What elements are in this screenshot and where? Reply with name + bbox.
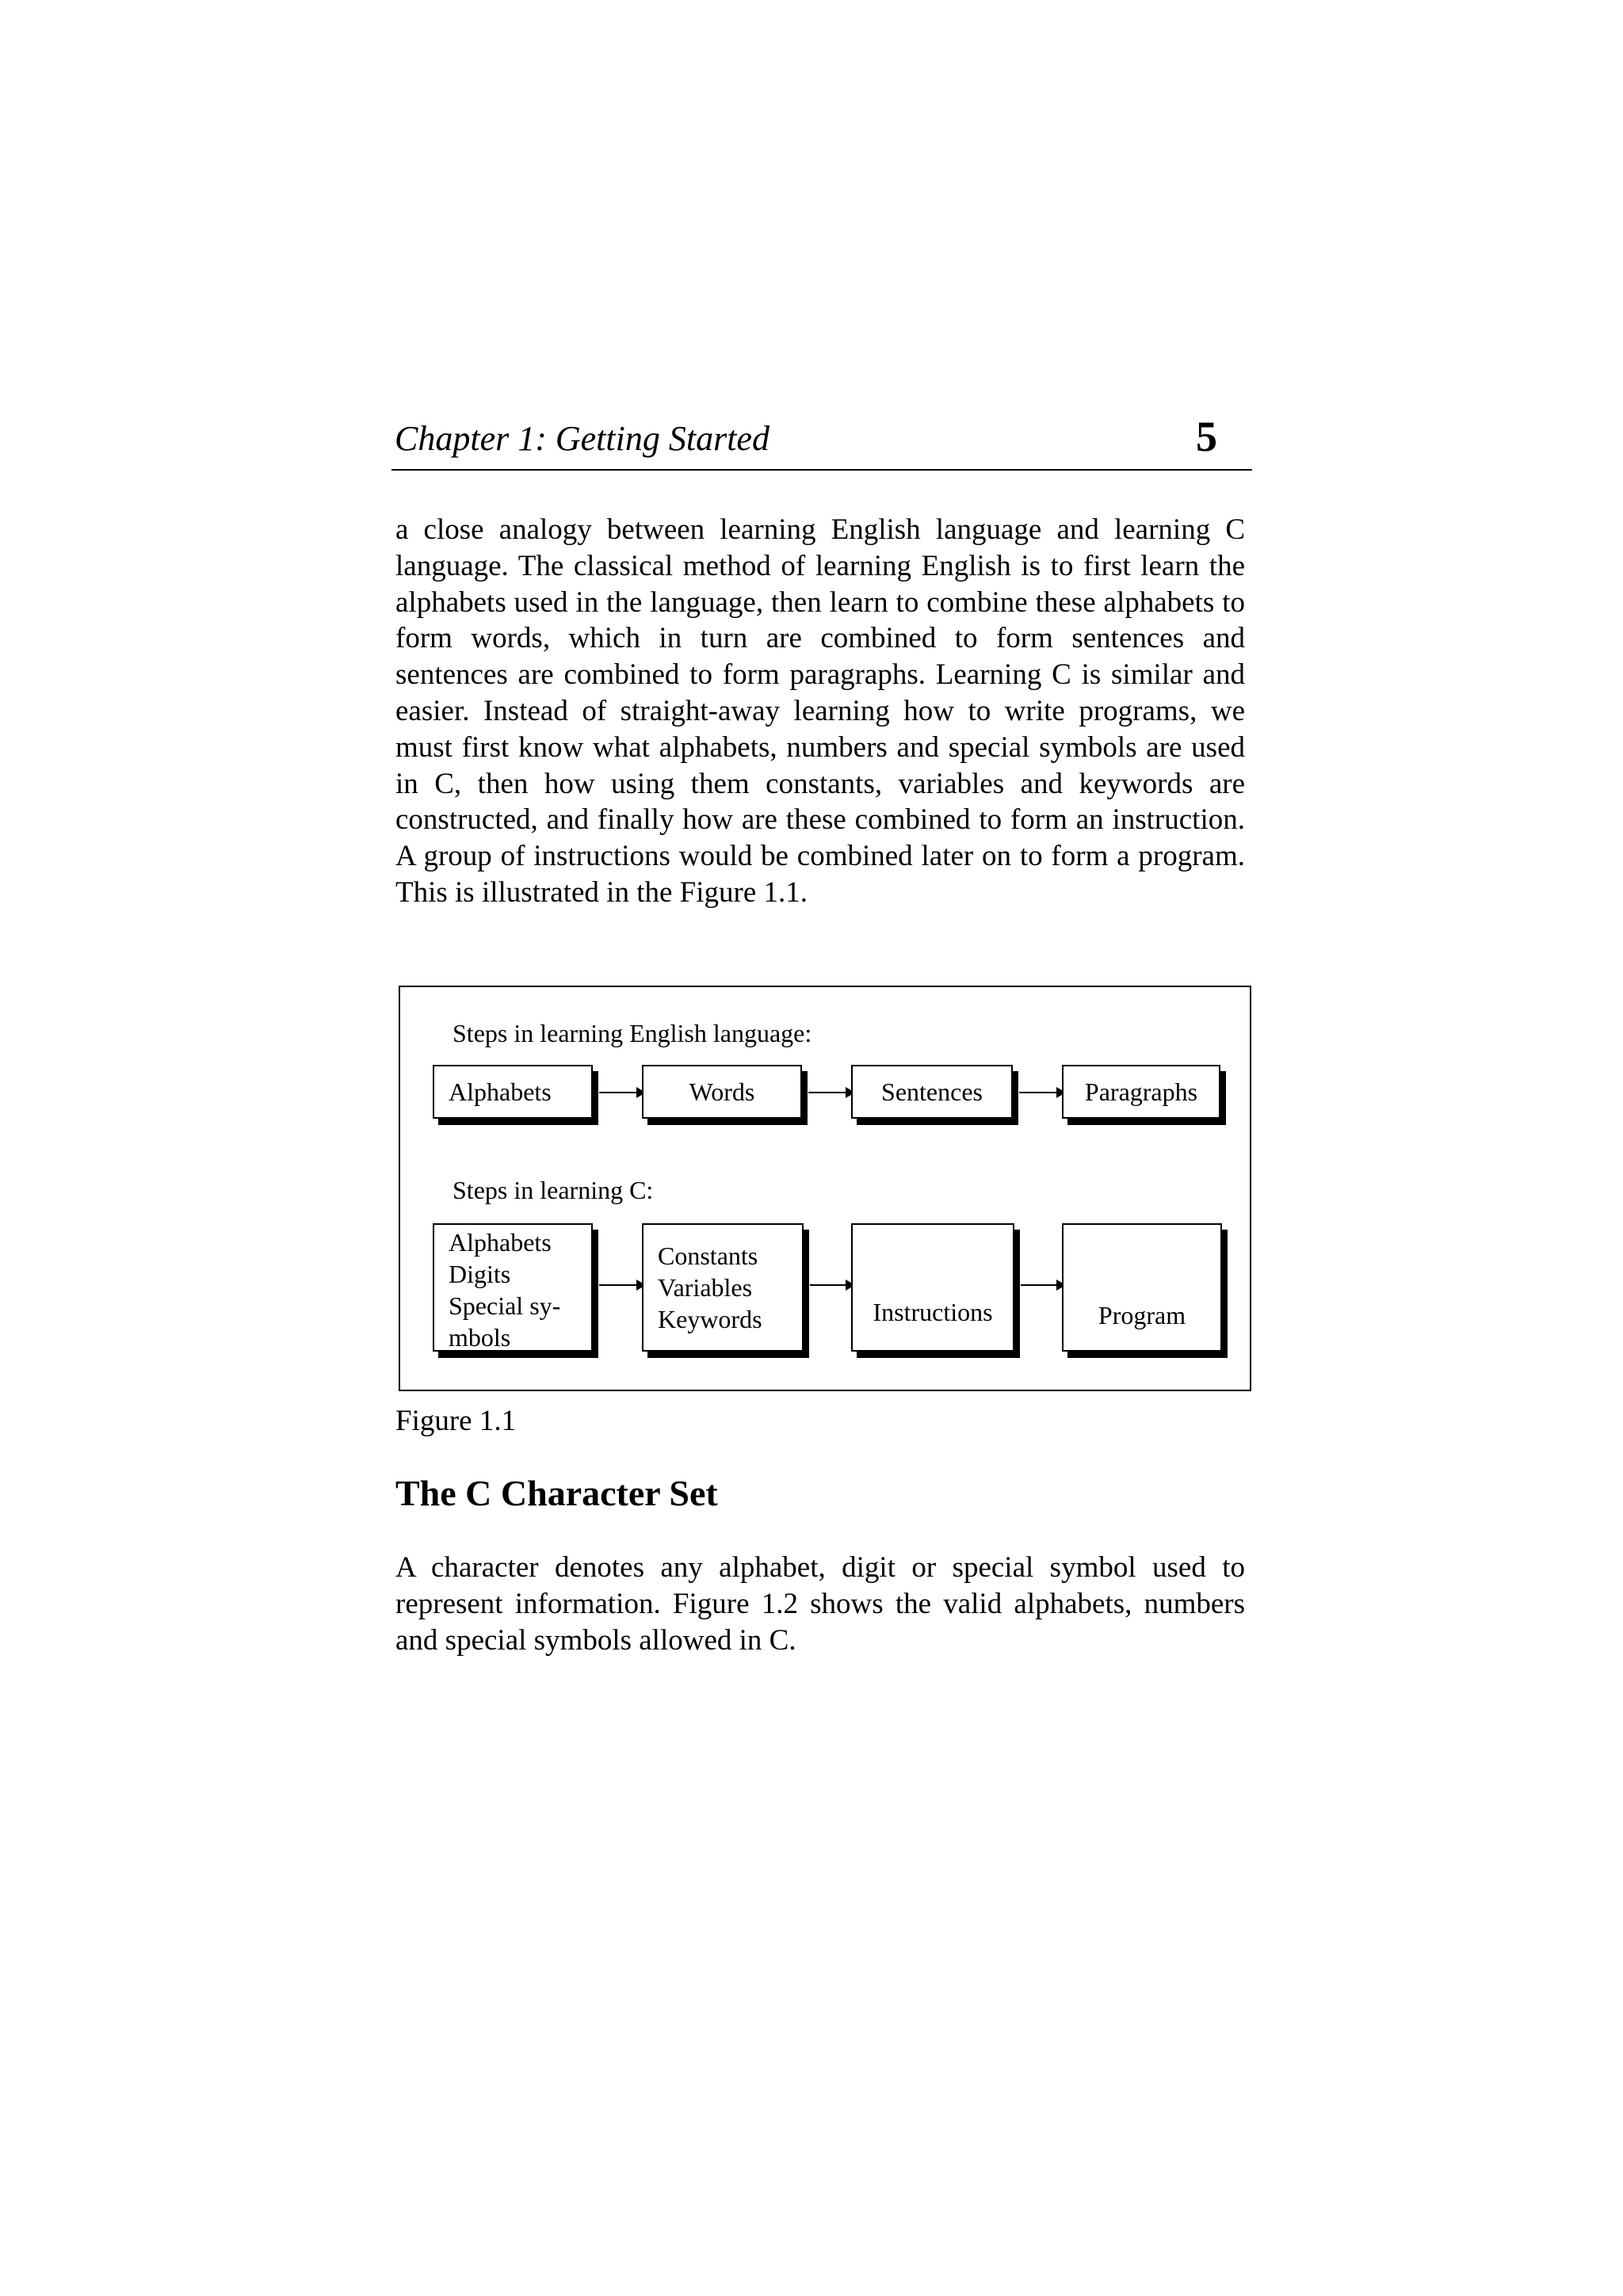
- arrow-instructions-to-program: [1021, 1284, 1064, 1286]
- english-step-sentences: Sentences: [851, 1065, 1013, 1119]
- c-step-characters: [433, 1223, 593, 1352]
- figure-1-1: [399, 986, 1251, 1391]
- c-step-line-keywords: Keywords: [658, 1305, 762, 1333]
- c-step-line-program: Program: [1098, 1301, 1186, 1329]
- c-steps-heading: Steps in learning C:: [453, 1176, 654, 1204]
- c-step-program: [1062, 1223, 1222, 1352]
- c-step-line-constants: Constants: [658, 1241, 758, 1270]
- c-step-instructions: [851, 1223, 1014, 1352]
- english-step-words: Words: [642, 1065, 802, 1119]
- arrow-constants-to-instructions: [810, 1284, 854, 1286]
- page-number: 5: [1196, 413, 1217, 460]
- c-step-line-symbols: mbols: [449, 1323, 511, 1352]
- english-steps-heading: Steps in learning English language:: [453, 1019, 812, 1047]
- chapter-title: Chapter 1: Getting Started: [395, 419, 769, 458]
- c-step-line-special: Special sy-: [449, 1291, 561, 1320]
- c-step-line-variables: Variables: [658, 1273, 753, 1302]
- section-paragraph: A character denotes any alphabet, digit or special symbol used to represent information. Figure 1.2 shows the valid alphabets, numbers and special symbols allowed in C.: [395, 1551, 1245, 1657]
- figure-caption: Figure 1.1: [395, 1405, 517, 1437]
- c-step-line-alphabets: Alphabets: [449, 1228, 552, 1257]
- running-header: [391, 414, 1252, 471]
- intro-paragraph: a close analogy between learning English language and learning C language. The classical method of learning English is to first learn the alphabets used in the language, then learn to combine these alphabets to form words, which in turn are combined to form sentences and sentences are combined to form paragraphs. Learning C is similar and easier. Instead of straight-away learning how to write programs, we must first know what alphabets, numbers and special symbols are used in C, then how using them constants, variables and keywords are constructed, and finally how are these combined to form an instruction. A group of instructions would be combined later on to form a program. This is illustrated in the Figure 1.1.: [395, 513, 1245, 909]
- c-step-line-instructions: Instructions: [873, 1298, 993, 1326]
- arrow-words-to-sentences: [808, 1092, 854, 1093]
- arrow-alphabets-to-words: [599, 1092, 644, 1093]
- arrow-characters-to-constants: [599, 1284, 644, 1286]
- c-step-constants: [642, 1223, 804, 1352]
- arrow-sentences-to-paragraphs: [1019, 1092, 1064, 1093]
- c-step-line-digits: Digits: [449, 1260, 511, 1288]
- english-step-alphabets: Alphabets: [433, 1065, 593, 1119]
- section-heading: The C Character Set: [395, 1473, 718, 1513]
- english-step-paragraphs: Paragraphs: [1062, 1065, 1220, 1119]
